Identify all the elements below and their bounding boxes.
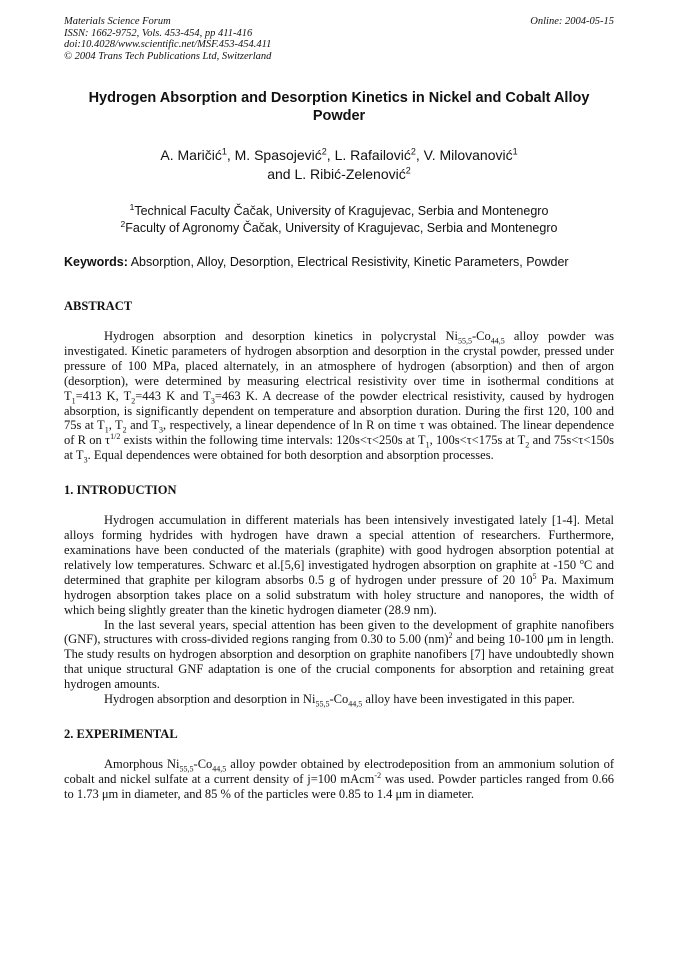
paper-title: Hydrogen Absorption and Desorption Kinetics in Nickel and Cobalt Alloy Powder bbox=[88, 90, 590, 124]
affiliation-mark: 1 bbox=[512, 146, 518, 157]
affiliation-1 bbox=[64, 203, 614, 220]
intro-paragraph-2: In the last several years, special attention has been given to the development of graphite nanofibers (GNF), structures with cross-divided regions ranging from 0.30 to 5.00 (nm)$^2$ and being 10-100 μm in length. The study results on hydrogen absorption and desorption on graphite nanofibers [7] have undoubtedly shown that unique structural GNF adaptation is one of the crucial components for absorption and retaining great hydrogen amounts. bbox=[64, 617, 614, 692]
author-line-2 bbox=[64, 165, 614, 184]
affiliation-mark: 2 bbox=[410, 146, 416, 157]
publication-header bbox=[64, 16, 614, 62]
affiliation-mark: 1 bbox=[129, 201, 135, 212]
author-name: , M. Spasojević bbox=[226, 147, 322, 163]
affiliation-mark: 2 bbox=[120, 218, 126, 229]
online-date: Online: 2004-05-15 bbox=[530, 16, 614, 27]
experimental-body bbox=[64, 757, 614, 802]
section-heading-introduction: 1. INTRODUCTION bbox=[64, 483, 177, 498]
affiliation-2 bbox=[64, 220, 614, 237]
affiliations bbox=[64, 203, 614, 237]
abstract-paragraph: Hydrogen absorption and desorption kinetics in polycrystal $Ni_{55,5}-Co_{44,5}$ alloy powder was investigated. Kinetic parameters of hydrogen absorption and desorption in the crystal powder, pressed under pressure of 100 MPa, placed alternately, in an atmosphere of hydrogen (absorption) and then of argon (desorption), were determined by measuring electrical resistivity over time in isothermal conditions at $T_1=413$ K, $T_2=443$ K and $T_3=463$ K. A decrease of the powder electrical resistivity, caused by hydrogen absorption, is significantly dependent on temperature and absorption duration. During the first 120, 100 and 75s at $T_1$, $T_2$ and $T_3$, respectively, a linear dependence of ln R on time τ was obtained. The linear dependence of R on $\tau^{1/2}$ exists within the following time intervals: 120s<τ<250s at $T_1$, 100s<τ<175s at $T_2$ and 75s<τ<150s at $T_3$. Equal dependences were obtained for both desorption and absorption processes. bbox=[64, 329, 614, 465]
experimental-paragraph-1: Amorphous $Ni_{55,5}-Co_{44,5}$ alloy powder obtained by electrodeposition from an ammonium solution of cobalt and nickel sulfate at a current density of j=100 mAcm$^{-2}$ was used. Powder particles ranged from 0.66 to 1.73 μm in diameter, and 85 % of the particles were 0.85 to 1.4 μm in diameter. bbox=[64, 756, 615, 801]
copyright-line: © 2004 Trans Tech Publications Ltd, Switzerland bbox=[64, 50, 272, 62]
keywords bbox=[64, 254, 614, 271]
affiliation-mark: 2 bbox=[405, 165, 411, 176]
author-list bbox=[64, 146, 614, 184]
author-name: , V. Milovanović bbox=[415, 147, 513, 163]
section-heading-experimental: 2. EXPERIMENTAL bbox=[64, 726, 178, 741]
author-line-1 bbox=[64, 146, 614, 165]
issn-line: ISSN: 1662-9752, Vols. 453-454, pp 411-416 bbox=[64, 27, 253, 39]
journal-name: Materials Science Forum bbox=[64, 16, 171, 27]
author-name: and L. Ribić-Zelenović bbox=[267, 166, 406, 182]
author-name: , L. Rafailović bbox=[326, 147, 411, 163]
abstract-body bbox=[64, 329, 614, 463]
keywords-label: Keywords: bbox=[64, 255, 128, 269]
affiliation-text: Technical Faculty Čačak, University of Kragujevac, Serbia and Montenegro bbox=[134, 204, 549, 218]
section-heading-abstract: ABSTRACT bbox=[64, 299, 133, 313]
doi-line: doi:10.4028/www.scientific.net/MSF.453-454.411 bbox=[64, 39, 272, 50]
affiliation-text: Faculty of Agronomy Čačak, University of Kragujevac, Serbia and Montenegro bbox=[125, 221, 558, 235]
affiliation-mark: 2 bbox=[321, 146, 327, 157]
intro-paragraph-3: Hydrogen absorption and desorption in $Ni_{55,5}-Co_{44,5}$ alloy have been investigated in this paper. bbox=[104, 692, 575, 709]
affiliation-mark: 1 bbox=[221, 146, 227, 157]
intro-paragraph-1: Hydrogen accumulation in different materials has been intensively investigated lately [1-4]. Metal alloys forming hydrides with hydrogen have drawn a special attention of researchers. Furthermore, examinations have been conducted of the materials (graphite) with good hydrogen absorption potential at relatively low temperatures. Schwarc et al.[5,6] investigated hydrogen absorption on graphite at -150 $^o$C and determined that graphite per kilogram absorbs 0.5 g of hydrogen under pressure of 20 $10^5$ Pa. Maximum hydrogen absorption takes place on a solid substratum with holey structure and nanopores, the width of which being slightly greater than the kinetic hydrogen diameter (28.9 nm). bbox=[64, 513, 614, 617]
keywords-text: Absorption, Alloy, Desorption, Electrical Resistivity, Kinetic Parameters, Powder bbox=[127, 255, 569, 269]
introduction-body bbox=[64, 513, 614, 707]
author-name: A. Maričić bbox=[160, 147, 222, 163]
